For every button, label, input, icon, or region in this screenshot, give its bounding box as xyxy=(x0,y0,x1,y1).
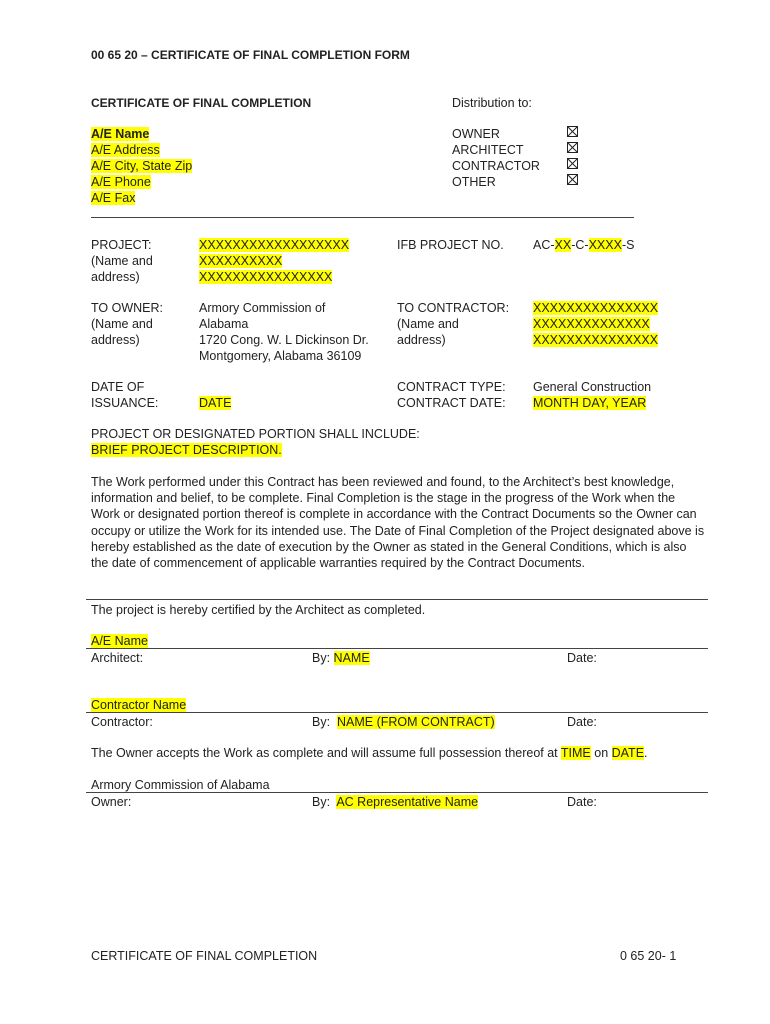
acceptance-time: TIME xyxy=(560,746,591,760)
checkbox-x-icon xyxy=(568,143,577,152)
issuance-label-1: DATE OF xyxy=(91,380,145,394)
project-value-2: XXXXXXXXXX xyxy=(199,254,283,268)
ifb-project-label: IFB PROJECT NO. xyxy=(397,238,504,252)
footer-title: CERTIFICATE OF FINAL COMPLETION xyxy=(91,949,318,963)
checkbox-x-icon xyxy=(568,175,577,184)
portion-heading: PROJECT OR DESIGNATED PORTION SHALL INCLUDE: xyxy=(91,427,420,441)
signature-line xyxy=(86,792,708,793)
contractor-value-2: XXXXXXXXXXXXXX xyxy=(533,317,650,331)
owner-role-label: Owner: xyxy=(91,795,132,809)
project-label-3: address) xyxy=(91,270,140,284)
owner-value-4: Montgomery, Alabama 36109 xyxy=(199,349,362,363)
contractor-name: Contractor Name xyxy=(91,698,187,712)
contract-date-label: CONTRACT DATE: xyxy=(397,396,506,410)
acceptance-text: The Owner accepts the Work as complete and will assume full possession thereof at TIME on DATE. xyxy=(91,746,648,760)
checkbox-x-icon xyxy=(568,159,577,168)
architect-checkbox[interactable] xyxy=(567,142,578,153)
contract-type-value: General Construction xyxy=(533,380,652,394)
architect-date-label: Date: xyxy=(567,651,597,665)
issuance-date: DATE xyxy=(199,396,232,410)
divider xyxy=(86,599,708,600)
signature-line xyxy=(86,648,708,649)
project-label-2: (Name and xyxy=(91,254,153,268)
portion-description: BRIEF PROJECT DESCRIPTION. xyxy=(91,443,282,457)
architect-by-name: NAME xyxy=(333,651,370,665)
certified-text: The project is hereby certified by the Architect as completed. xyxy=(91,603,426,617)
signature-line xyxy=(86,712,708,713)
ae-name: A/E Name xyxy=(91,127,150,141)
certificate-heading: CERTIFICATE OF FINAL COMPLETION xyxy=(91,96,312,110)
distribution-other-label: OTHER xyxy=(452,175,496,189)
owner-value-3: 1720 Cong. W. L Dickinson Dr. xyxy=(199,333,369,347)
contractor-label-2: (Name and xyxy=(397,317,459,331)
architect-by: By: NAME xyxy=(312,651,370,665)
owner-label-2: (Name and xyxy=(91,317,153,331)
contractor-date-label: Date: xyxy=(567,715,597,729)
project-label-1: PROJECT: xyxy=(91,238,152,252)
contract-date-value: MONTH DAY, YEAR xyxy=(533,396,647,410)
contractor-label-1: TO CONTRACTOR: xyxy=(397,301,510,315)
owner-by: By: AC Representative Name xyxy=(312,795,479,809)
other-checkbox[interactable] xyxy=(567,174,578,185)
distribution-owner-label: OWNER xyxy=(452,127,500,141)
contractor-value-3: XXXXXXXXXXXXXXX xyxy=(533,333,659,347)
architect-role-label: Architect: xyxy=(91,651,144,665)
contractor-by: By: NAME (FROM CONTRACT) xyxy=(312,715,495,729)
issuance-label-2: ISSUANCE: xyxy=(91,396,159,410)
owner-by-name: AC Representative Name xyxy=(336,795,479,809)
distribution-contractor-label: CONTRACTOR xyxy=(452,159,540,173)
owner-date-label: Date: xyxy=(567,795,597,809)
contract-type-label: CONTRACT TYPE: xyxy=(397,380,506,394)
project-value-1: XXXXXXXXXXXXXXXXXX xyxy=(199,238,350,252)
owner-value-2: Alabama xyxy=(199,317,249,331)
distribution-architect-label: ARCHITECT xyxy=(452,143,524,157)
acceptance-date: DATE xyxy=(611,746,645,760)
divider xyxy=(91,217,634,218)
ifb-project-number: AC-XX-C-XXXX-S xyxy=(533,238,635,252)
owner-value-1: Armory Commission of xyxy=(199,301,326,315)
distribution-label: Distribution to: xyxy=(452,96,532,110)
page-number: 0 65 20- 1 xyxy=(620,949,677,963)
owner-checkbox[interactable] xyxy=(567,126,578,137)
ae-phone: A/E Phone xyxy=(91,175,151,189)
contractor-value-1: XXXXXXXXXXXXXXX xyxy=(533,301,659,315)
contractor-label-3: address) xyxy=(397,333,446,347)
project-value-3: XXXXXXXXXXXXXXXX xyxy=(199,270,333,284)
architect-name: A/E Name xyxy=(91,634,148,648)
ae-fax: A/E Fax xyxy=(91,191,136,205)
body-paragraph: The Work performed under this Contract has been reviewed and found, to the Architect’s best knowledge, information and belief, to be complete. Final Completion is the stage in the progress of the Work when the Work or designated portion thereof is complete in accordance with the Contract Documents so the Owner can occupy or utilize the Work for its intended use. The Date of Final Completion of the Project designated above is hereby established as the date of execution by the Owner as stated in the General Conditions, which is also the date of commencement of applicable warranties required by the Contract Documents. xyxy=(91,475,705,571)
contractor-checkbox[interactable] xyxy=(567,158,578,169)
owner-label-3: address) xyxy=(91,333,140,347)
contractor-by-name: NAME (FROM CONTRACT) xyxy=(337,715,495,729)
owner-label-1: TO OWNER: xyxy=(91,301,163,315)
owner-name: Armory Commission of Alabama xyxy=(91,778,270,792)
ae-address: A/E Address xyxy=(91,143,160,157)
document-title: 00 65 20 – CERTIFICATE OF FINAL COMPLETION FORM xyxy=(91,48,410,62)
contractor-role-label: Contractor: xyxy=(91,715,153,729)
ae-city: A/E City, State Zip xyxy=(91,159,193,173)
checkbox-x-icon xyxy=(568,127,577,136)
